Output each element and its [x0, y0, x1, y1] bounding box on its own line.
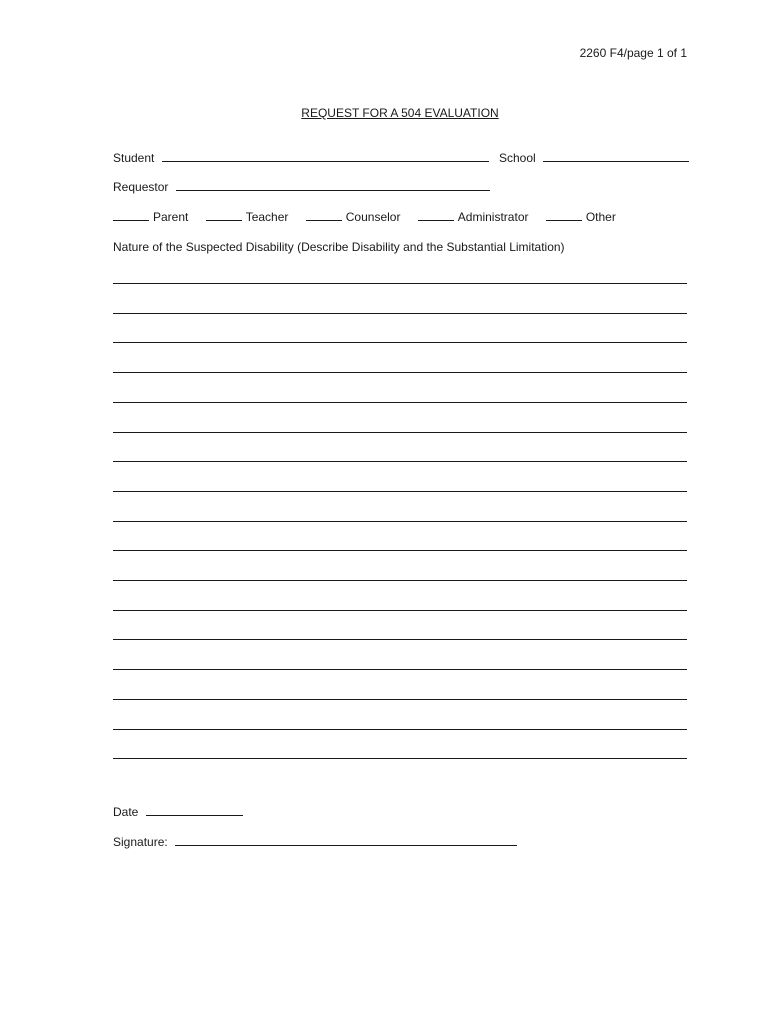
school-group	[499, 150, 689, 166]
description-line[interactable]	[113, 431, 687, 433]
form-title: REQUEST FOR A 504 EVALUATION	[301, 106, 499, 120]
role-teacher[interactable]	[206, 209, 289, 225]
student-label: Student	[113, 151, 155, 165]
description-line[interactable]	[113, 668, 687, 670]
description-line[interactable]	[113, 341, 687, 343]
requestor-row	[113, 179, 490, 195]
role-counselor-label: Counselor	[345, 210, 401, 224]
role-administrator[interactable]	[418, 209, 529, 225]
description-line[interactable]	[113, 698, 687, 700]
description-line[interactable]	[113, 401, 687, 403]
signature-row	[113, 834, 517, 850]
description-line[interactable]	[113, 638, 687, 640]
requestor-field[interactable]	[176, 179, 490, 191]
role-parent-label: Parent	[153, 210, 189, 224]
description-line[interactable]	[113, 460, 687, 462]
role-parent[interactable]	[113, 209, 188, 225]
description-line[interactable]	[113, 728, 687, 730]
description-line[interactable]	[113, 579, 687, 581]
description-line[interactable]	[113, 371, 687, 373]
role-administrator-label: Administrator	[457, 210, 529, 224]
page-number: 2260 F4/page 1 of 1	[579, 46, 687, 60]
date-label: Date	[113, 805, 139, 819]
role-counselor-blank[interactable]	[306, 209, 342, 221]
description-line[interactable]	[113, 757, 687, 759]
role-parent-blank[interactable]	[113, 209, 149, 221]
description-line[interactable]	[113, 520, 687, 522]
signature-field[interactable]	[175, 834, 517, 846]
requestor-role-row	[113, 209, 630, 225]
date-field[interactable]	[146, 804, 243, 816]
role-teacher-label: Teacher	[245, 210, 289, 224]
school-field[interactable]	[543, 150, 689, 162]
description-line[interactable]	[113, 549, 687, 551]
date-row	[113, 804, 243, 820]
description-line[interactable]	[113, 312, 687, 314]
nature-label: Nature of the Suspected Disability (Describe Disability and the Substantial Limitation)	[113, 240, 565, 254]
student-school-row	[113, 150, 688, 166]
signature-label: Signature:	[113, 835, 168, 849]
role-other-blank[interactable]	[546, 209, 582, 221]
student-field[interactable]	[162, 150, 489, 162]
description-line[interactable]	[113, 282, 687, 284]
role-other[interactable]	[546, 209, 616, 225]
school-label: School	[499, 151, 536, 165]
role-teacher-blank[interactable]	[206, 209, 242, 221]
role-counselor[interactable]	[306, 209, 401, 225]
role-administrator-blank[interactable]	[418, 209, 454, 221]
role-other-label: Other	[585, 210, 616, 224]
description-line[interactable]	[113, 609, 687, 611]
requestor-label: Requestor	[113, 180, 169, 194]
description-line[interactable]	[113, 490, 687, 492]
